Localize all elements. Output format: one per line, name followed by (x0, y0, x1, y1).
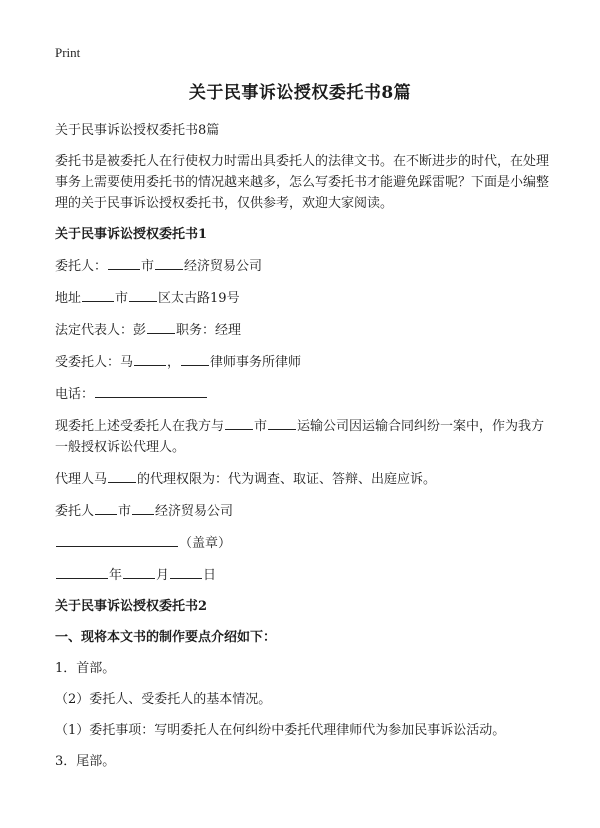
date-year: 年 (109, 568, 123, 583)
blank-field (134, 351, 166, 366)
blank-field (129, 287, 157, 302)
blank-field (132, 500, 154, 515)
date-day: 日 (203, 568, 217, 583)
agent-comma: ， (167, 355, 181, 370)
blank-field (181, 351, 209, 366)
seal-label: （盖章） (179, 536, 232, 551)
client2-company: 经济贸易公司 (155, 504, 234, 519)
client-line (55, 255, 555, 277)
entrust-text-a: 现委托上述受委托人在我方与 (55, 419, 225, 434)
phone-line (55, 383, 555, 405)
legal-rep-line (55, 319, 555, 341)
document-body (55, 120, 555, 782)
list-item: 1．首部。 (55, 661, 116, 676)
client-line-2 (55, 500, 555, 522)
blank-field (108, 468, 136, 483)
blank-field (268, 415, 296, 430)
list-item: 3．尾部。 (55, 754, 116, 769)
section-subheading: 一、现将本文书的制作要点介绍如下： (55, 630, 277, 645)
seal-line (55, 532, 555, 554)
list-item: （1）委托事项：写明委托人在何纠纷中委托代理律师代为参加民事诉讼活动。 (55, 723, 506, 738)
address-line (55, 287, 555, 309)
scope-text: 的代理权限为：代为调查、取证、答辩、出庭应诉。 (137, 472, 437, 487)
blank-field (123, 564, 155, 579)
address-label: 地址 (55, 291, 82, 306)
print-link[interactable]: Print (55, 45, 81, 60)
blank-field (147, 319, 175, 334)
blank-field (108, 255, 140, 270)
client-city: 市 (141, 259, 155, 274)
blank-field (95, 383, 207, 398)
agent-firm: 律师事务所律师 (210, 355, 302, 370)
address-city: 市 (115, 291, 129, 306)
phone-label: 电话： (55, 387, 95, 402)
subtitle-line: 关于民事诉讼授权委托书8篇 (55, 123, 220, 138)
client2-city: 市 (118, 504, 132, 519)
blank-field (155, 255, 183, 270)
client-company: 经济贸易公司 (184, 259, 263, 274)
scope-label: 代理人马 (55, 472, 108, 487)
agent-label: 受委托人：马 (55, 355, 134, 370)
section-heading-2: 关于民事诉讼授权委托书2 (55, 599, 208, 614)
section-heading-1: 关于民事诉讼授权委托书1 (55, 227, 208, 242)
blank-field (56, 532, 178, 547)
intro-paragraph: 委托书是被委托人在行使权力时需出具委托人的法律文书。在不断进步的时代，在处理事务上需要使用委托书的情况越来越多，怎么写委托书才能避免踩雷呢？下面是小编整理的关于民事诉讼授权委托书，仅供参考，欢迎大家阅读。 (55, 154, 550, 211)
legal-rep-label: 法定代表人：彭 (55, 323, 147, 338)
blank-field (225, 415, 253, 430)
address-district: 区太古路19号 (158, 291, 240, 306)
scope-line (55, 468, 555, 490)
page-title: 关于民事诉讼授权委托书8篇 (188, 83, 412, 103)
date-line (55, 564, 555, 586)
date-month: 月 (156, 568, 170, 583)
list-item: （2）委托人、受委托人的基本情况。 (55, 692, 272, 707)
agent-line (55, 351, 555, 373)
legal-rep-title: 职务：经理 (176, 323, 242, 338)
client-label: 委托人： (55, 259, 108, 274)
blank-field (82, 287, 114, 302)
entrust-paragraph (55, 415, 555, 458)
entrust-text-c: 运输公司因运输合同纠纷一案中，作为我方一般授权诉讼代理人。 (55, 419, 545, 455)
client2-label: 委托人 (55, 504, 95, 519)
entrust-city: 市 (254, 419, 268, 434)
blank-field (56, 564, 108, 579)
blank-field (170, 564, 202, 579)
blank-field (95, 500, 117, 515)
